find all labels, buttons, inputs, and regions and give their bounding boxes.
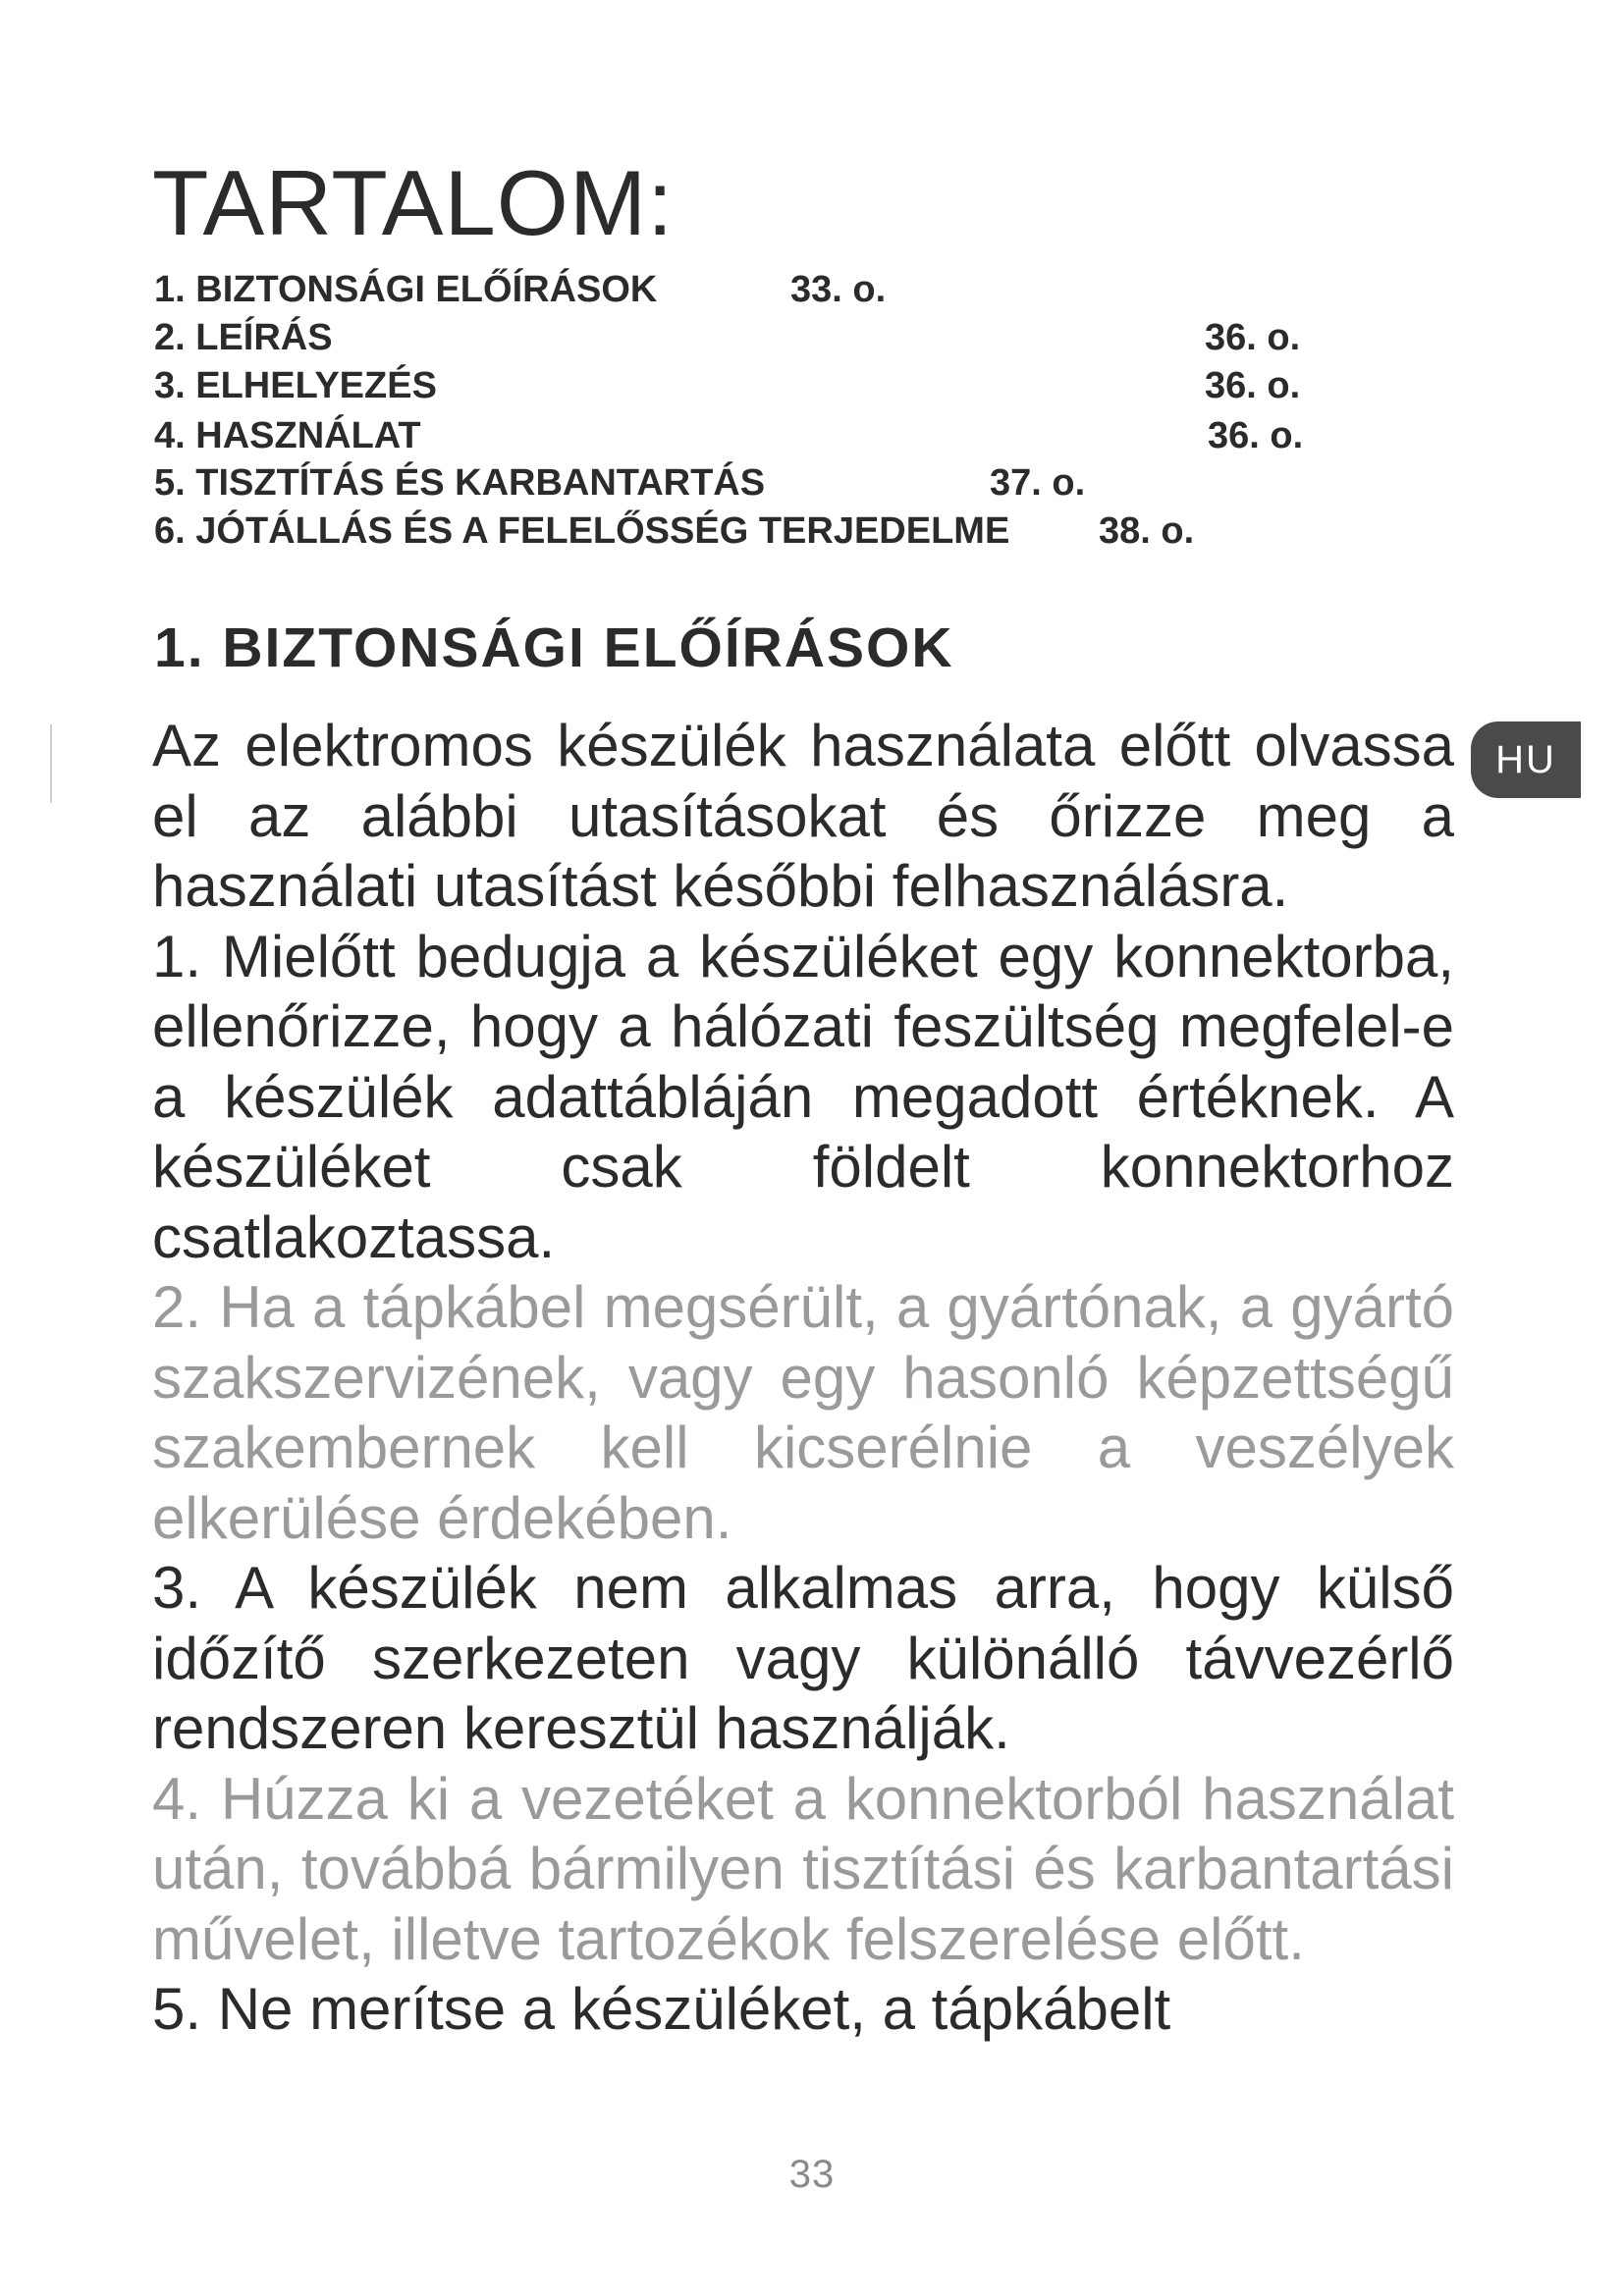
safety-item: 5. Ne merítse a készüléket, a tápkábelt [152, 1976, 1171, 2042]
toc-row [154, 361, 1301, 410]
toc-label: 3. ELHELYEZÉS [154, 365, 437, 406]
toc-row [154, 458, 1086, 507]
toc-page: 36. o. [1208, 415, 1304, 456]
toc-page: 37. o. [990, 462, 1086, 504]
toc-page: 38. o. [1099, 510, 1195, 552]
page-title: TARTALOM: [152, 151, 675, 254]
toc-label: 4. HASZNÁLAT [154, 415, 421, 456]
toc-row [154, 411, 1304, 460]
toc-label: 5. TISZTÍTÁS ÉS KARBANTARTÁS [154, 462, 766, 504]
toc-row [154, 507, 1195, 556]
intro-paragraph: Az elektromos készülék használata előtt olvassa el az alábbi utasításokat és őrizze meg a használati utasítást későbbi felhasználásra. [152, 713, 1454, 919]
page-number: 33 [788, 2153, 836, 2196]
toc-label: 6. JÓTÁLLÁS ÉS A FELELŐSSÉG TERJEDELME [154, 510, 1010, 552]
body-text [152, 711, 1454, 2045]
margin-rule [50, 724, 52, 803]
safety-item: 1. Mielőtt bedugja a készüléket egy konnektorba, ellenőrizze, hogy a hálózati feszültség megfelel-e a készülék adattábláján megadott értéknek. A készüléket csak földelt konnektorhoz csatlakoztassa. [152, 923, 1454, 1270]
toc-page: 36. o. [1205, 365, 1301, 406]
toc-label: 1. BIZTONSÁGI ELŐÍRÁSOK [154, 269, 658, 310]
language-tab: HU [1471, 721, 1581, 798]
toc-page: 33. o. [790, 269, 887, 310]
safety-item: 3. A készülék nem alkalmas arra, hogy külső időzítő szerkezeten vagy különálló távvezérlő rendszeren keresztül használják. [152, 1555, 1454, 1761]
toc-row [154, 265, 887, 314]
safety-item: 2. Ha a tápkábel megsérült, a gyártónak, a gyártó szakszervizének, vagy egy hasonló képzettségű szakembernek kell kicserélnie a veszélyek elkerülése érdekében. [152, 1274, 1454, 1551]
toc-page: 36. o. [1205, 317, 1301, 358]
toc-row [154, 313, 1301, 362]
toc-label: 2. LEÍRÁS [154, 317, 333, 358]
section-heading: 1. BIZTONSÁGI ELŐÍRÁSOK [154, 616, 954, 679]
safety-item: 4. Húzza ki a vezetéket a konnektorból használat után, továbbá bármilyen tisztítási és karbantartási művelet, illetve tartozékok felszerelése előtt. [152, 1765, 1454, 1972]
